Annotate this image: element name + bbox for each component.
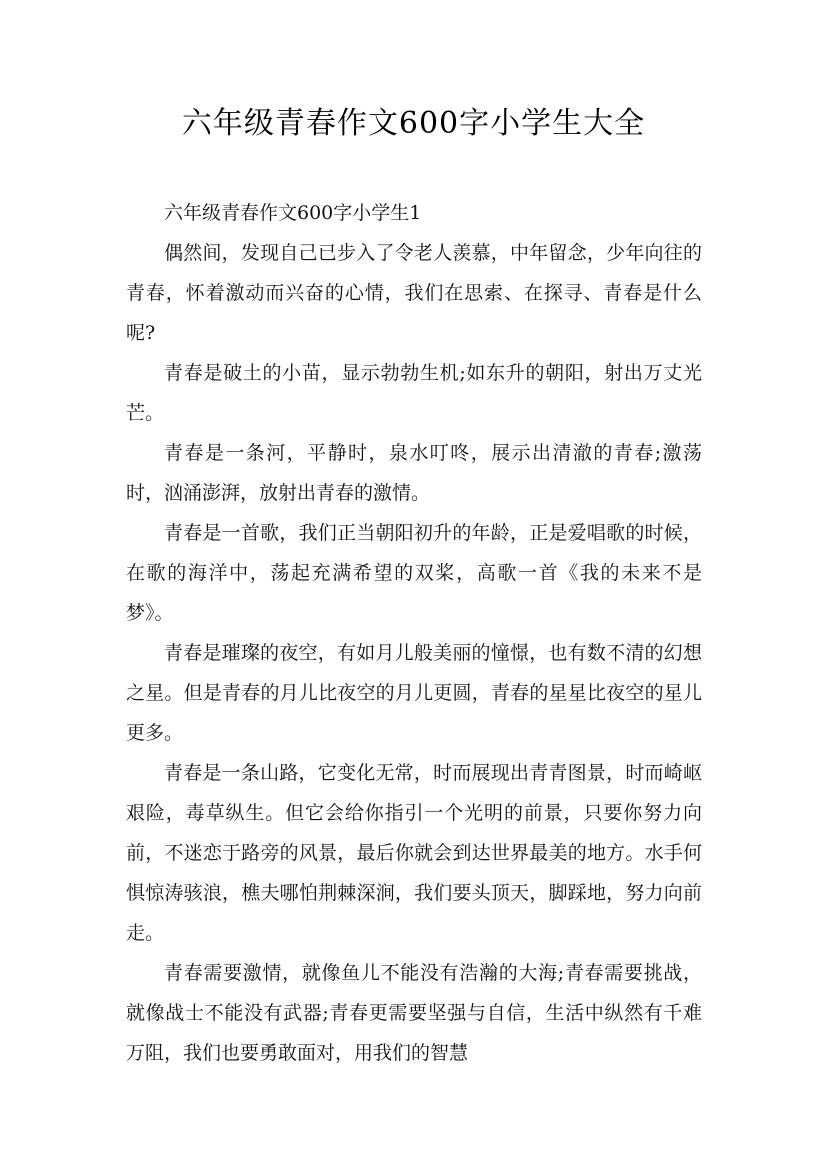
body-paragraph: 青春需要激情，就像鱼儿不能没有浩瀚的大海;青春需要挑战，就像战士不能没有武器;青春更需要坚强与自信，生活中纵然有千难万阻，我们也要勇敢面对，用我们的智慧 — [126, 962, 702, 1064]
body-paragraph: 青春是一首歌，我们正当朝阳初升的年龄，正是爱唱歌的时候，在歌的海洋中，荡起充满希望的双桨，高歌一首《我的未来不是梦》。 — [126, 522, 702, 624]
subtitle-paragraph: 六年级青春作文600字小学生1 — [164, 202, 422, 224]
body-paragraph: 青春是破土的小苗，显示勃勃生机;如东升的朝阳，射出万丈光芒。 — [126, 362, 702, 424]
document-title: 六年级青春作文600字小学生大全 — [181, 106, 646, 141]
document-body — [126, 193, 702, 1073]
body-paragraph: 青春是一条河，平静时，泉水叮咚，展示出清澈的青春;激荡时，汹涌澎湃，放射出青春的激情。 — [126, 442, 702, 504]
body-paragraph: 青春是璀璨的夜空，有如月儿般美丽的憧憬，也有数不清的幻想之星。但是青春的月儿比夜空的月儿更圆，青春的星星比夜空的星儿更多。 — [126, 642, 702, 744]
body-paragraph: 偶然间，发现自己已步入了令老人羡慕，中年留念，少年向往的青春，怀着激动而兴奋的心情，我们在思索、在探寻、青春是什么呢? — [126, 242, 702, 344]
body-paragraph: 青春是一条山路，它变化无常，时而展现出青青图景，时而崎岖艰险，毒草纵生。但它会给你指引一个光明的前景，只要你努力向前，不迷恋于路旁的风景，最后你就会到达世界最美的地方。水手何惧惊涛骇浪，樵夫哪怕荆棘深涧，我们要头顶天，脚踩地，努力向前走。 — [126, 762, 702, 944]
